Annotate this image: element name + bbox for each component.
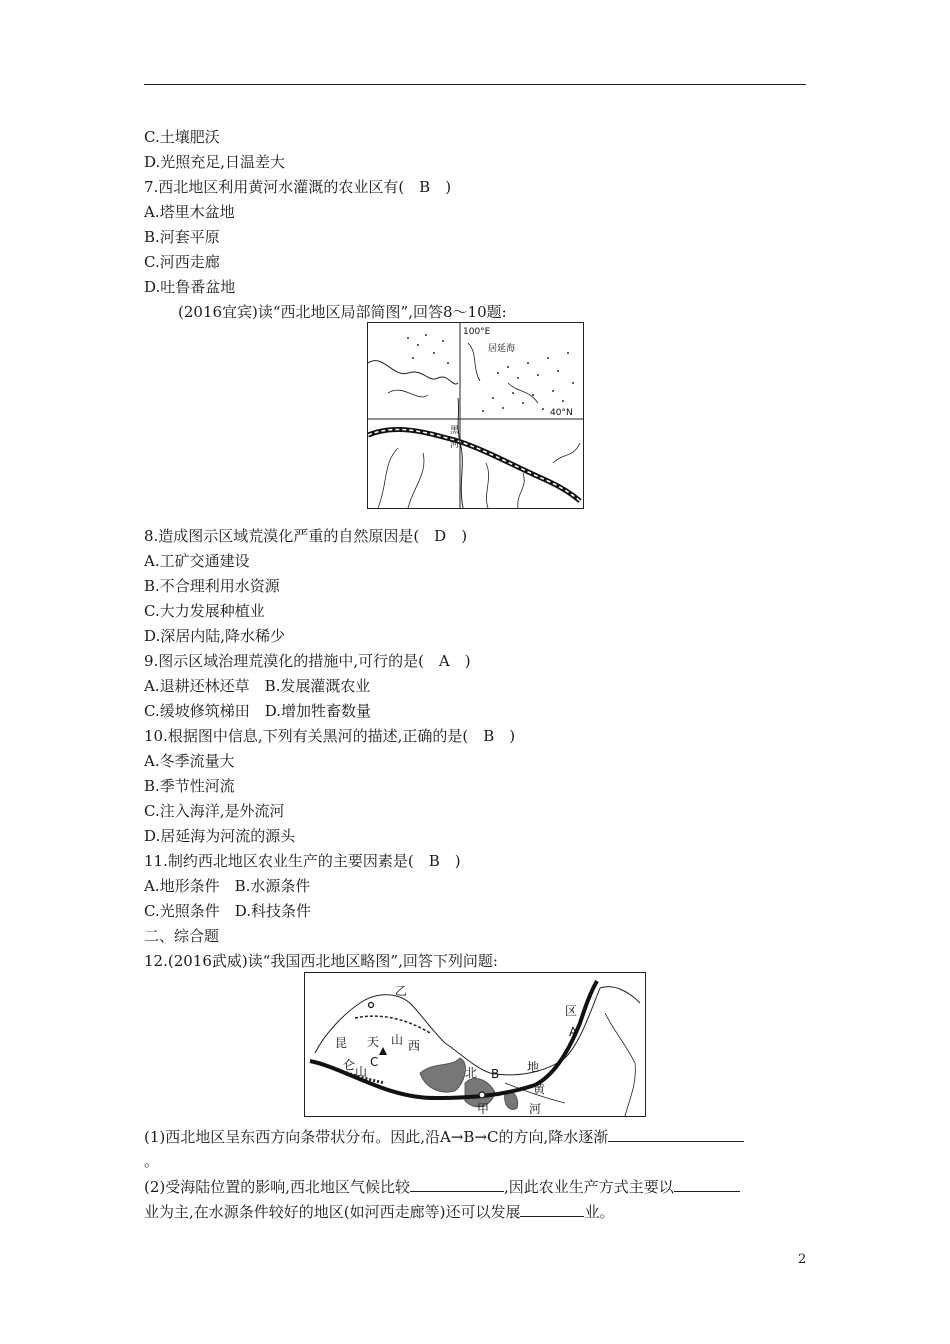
q9-options-ab: A.退耕还林还草 B.发展灌溉农业 — [144, 677, 371, 695]
q12-part2-blank-climate[interactable] — [410, 1176, 504, 1192]
q6-option-d: D.光照充足,日温差大 — [144, 153, 286, 171]
map1-boundary-nw — [368, 361, 458, 384]
map1-river-label-1: 黑 — [450, 426, 460, 436]
q12-part2-text-c: 业为主,在水源条件较好的地区(如河西走廊等)还可以发展 — [144, 1203, 521, 1221]
q8-option-c: C.大力发展种植业 — [144, 602, 265, 620]
q12-part1-blank[interactable] — [608, 1126, 744, 1142]
q6-option-c: C.土壤肥沃 — [144, 128, 220, 146]
q9-stem: 9.图示区域治理荒漠化的措施中,可行的是( A ) — [144, 652, 471, 670]
q12-part2-line1 — [144, 1176, 740, 1197]
map2-label-yi: 乙 — [395, 984, 408, 998]
q7-option-a: A.塔里木盆地 — [144, 203, 235, 221]
map2-city-yi-marker — [369, 1003, 374, 1008]
header-rule — [144, 84, 806, 85]
map2-label-qu: 区 — [565, 1004, 578, 1018]
northwest-partial-map — [367, 322, 584, 509]
map2-label-di: 地 — [527, 1060, 540, 1074]
map2-peak-icon — [379, 1047, 387, 1055]
map2-label-lun: 仑 — [343, 1058, 356, 1072]
map2-label-a: A — [569, 1025, 578, 1039]
q7-option-d: D.吐鲁番盆地 — [144, 278, 236, 296]
q8-stem: 8.造成图示区域荒漠化严重的自然原因是( D ) — [144, 527, 468, 545]
q11-options-ab: A.地形条件 B.水源条件 — [144, 877, 311, 895]
map2-tianshan-range — [355, 1016, 430, 1033]
q10-option-b: B.季节性河流 — [144, 777, 235, 795]
q8-option-d: D.深居内陆,降水稀少 — [144, 627, 286, 645]
northwest-region-map — [304, 972, 646, 1117]
q12-part2-text-a: (2)受海陆位置的影响,西北地区气候比较 — [144, 1178, 411, 1196]
map2-shaded-region-1 — [420, 1058, 465, 1092]
q10-stem: 10.根据图中信息,下列有关黑河的描述,正确的是( B ) — [144, 727, 516, 745]
intro-8-10: (2016宜宾)读“西北地区局部简图”,回答8～10题: — [178, 303, 507, 321]
map2-label-xi: 西 — [408, 1039, 421, 1053]
q12-part2-line2 — [144, 1201, 615, 1222]
q11-stem: 11.制约西北地区农业生产的主要因素是( B ) — [144, 852, 461, 870]
map1-great-wall-line — [368, 429, 580, 501]
map2-label-bei: 北 — [465, 1066, 478, 1080]
q12-part2-text-d: 业。 — [584, 1203, 615, 1221]
q12-part2-text-b: ,因此农业生产方式主要以 — [504, 1178, 674, 1196]
q11-options-cd: C.光照条件 D.科技条件 — [144, 902, 311, 920]
map2-label-shan1: 山 — [355, 1065, 368, 1079]
q12-stem: 12.(2016武威)读“我国西北地区略图”,回答下列问题: — [144, 952, 498, 970]
q8-option-b: B.不合理利用水资源 — [144, 577, 280, 595]
map1-river-label-2: 河 — [450, 440, 460, 450]
map2-label-jia: 甲 — [477, 1102, 490, 1116]
map2-label-b: B — [491, 1067, 500, 1081]
map1-lake-label: 居延海 — [488, 344, 516, 354]
q12-part1 — [144, 1126, 744, 1147]
map2-label-huang: 黄 — [533, 1082, 546, 1096]
map2-city-jia-marker — [479, 1092, 485, 1098]
map2-label-tian: 天 — [367, 1035, 380, 1049]
map2-label-he: 河 — [529, 1102, 542, 1116]
page-number: 2 — [798, 1252, 807, 1267]
map2-label-kun: 昆 — [335, 1036, 348, 1050]
q7-option-c: C.河西走廊 — [144, 253, 220, 271]
map2-label-shan2: 山 — [391, 1033, 404, 1047]
map2-label-c: C — [370, 1055, 379, 1069]
map1-lat-label: 40°N — [550, 408, 573, 418]
q9-options-cd: C.缓坡修筑梯田 D.增加牲畜数量 — [144, 702, 371, 720]
q12-part2-blank-irrigated[interactable] — [520, 1201, 584, 1217]
q10-option-d: D.居延海为河流的源头 — [144, 827, 296, 845]
q12-part2-blank-agriculture[interactable] — [674, 1176, 740, 1192]
q12-part1-text: (1)西北地区呈东西方向条带状分布。因此,沿A→B→C的方向,降水逐渐 — [144, 1128, 609, 1146]
q7-option-b: B.河套平原 — [144, 228, 220, 246]
section-2-heading: 二、综合题 — [144, 927, 220, 945]
map1-lon-label: 100°E — [463, 327, 491, 337]
q12-part1-end: 。 — [144, 1152, 160, 1170]
q10-option-c: C.注入海洋,是外流河 — [144, 802, 285, 820]
q10-option-a: A.冬季流量大 — [144, 752, 235, 770]
q8-option-a: A.工矿交通建设 — [144, 552, 250, 570]
q7-stem: 7.西北地区利用黄河水灌溉的农业区有( B ) — [144, 178, 452, 196]
